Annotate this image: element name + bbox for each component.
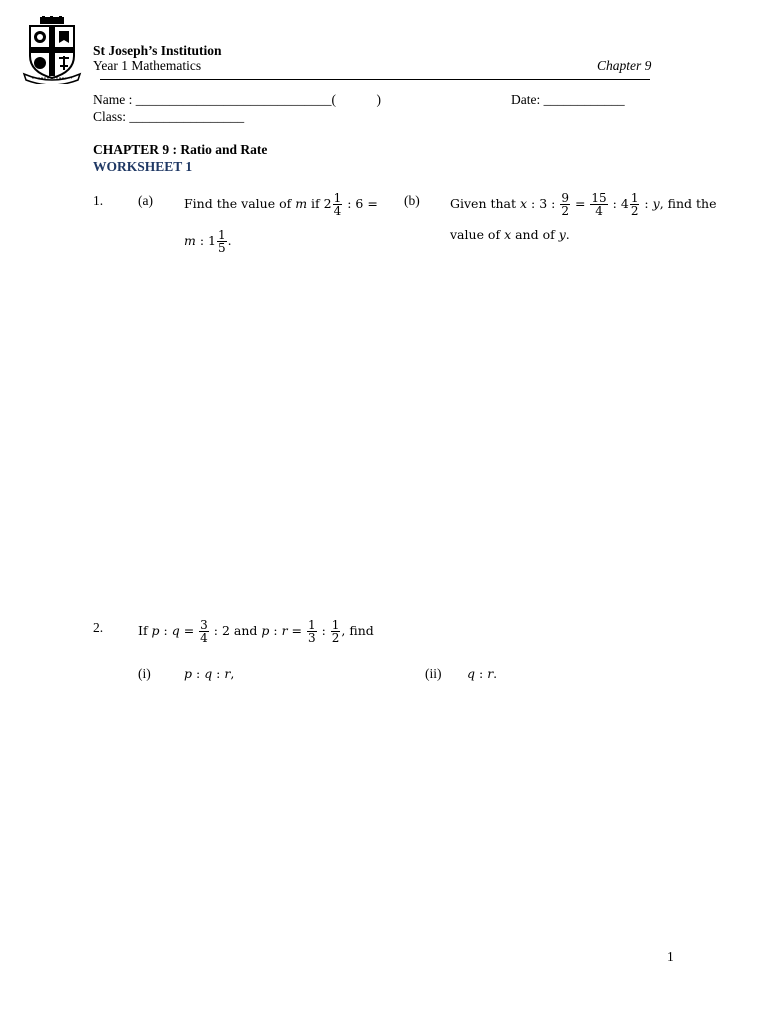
fraction: $\frac{1}{5}$: [217, 228, 226, 255]
question-2ii-text: q : r.: [467, 666, 498, 681]
question-2i-text: p : q : r,: [184, 666, 235, 681]
school-name: St Joseph’s Institution: [93, 43, 222, 58]
fraction: $\frac{9}{2}$: [561, 191, 569, 218]
fraction: $\frac{1}{4}$: [333, 191, 342, 218]
question-1a-line-2: m : 1 $\frac{1}{5}$ .: [184, 228, 232, 255]
worksheet-title: WORKSHEET 1: [93, 159, 193, 174]
chapter-title: CHAPTER 9 : Ratio and Rate: [93, 142, 268, 157]
subject-label: Year 1 Mathematics: [93, 58, 202, 73]
question-2-number: 2.: [93, 620, 104, 635]
question-2ii-label: (ii): [425, 666, 442, 681]
question-1b-line-2: value of x and of y.: [450, 227, 570, 242]
question-1a-label: (a): [138, 193, 153, 208]
question-2i-label: (i): [138, 666, 151, 681]
question-2-stem: If p : q = $\frac{3}{4}$ : 2 and p : r = $\frac{1}{3}$ : $\frac{1}{2}$ , find: [138, 618, 374, 645]
fraction: $\frac{1}{2}$: [331, 618, 340, 645]
name-field: Name : _____________________________( ): [93, 92, 381, 107]
fraction: $\frac{1}{3}$: [307, 618, 316, 645]
question-1b-line-1: Given that x : 3 : $\frac{9}{2}$ = $\frac{15}{4}$ : 4 $\frac{1}{2}$ : y, find the: [450, 191, 717, 218]
chapter-label: Chapter 9: [597, 58, 652, 73]
header-divider: [100, 79, 650, 80]
date-field: Date: ____________: [511, 92, 625, 107]
page-number: 1: [667, 949, 674, 964]
class-field: Class: _________________: [93, 109, 245, 124]
question-1-number: 1.: [93, 193, 104, 208]
fraction: $\frac{1}{2}$: [630, 191, 639, 218]
school-crest-icon: [22, 16, 82, 84]
question-1a-line-1: Find the value of m if 2 $\frac{1}{4}$ : 6 =: [184, 191, 378, 218]
fraction: $\frac{3}{4}$: [200, 618, 208, 645]
fraction: $\frac{15}{4}$: [591, 191, 607, 218]
question-1b-label: (b): [404, 193, 420, 208]
